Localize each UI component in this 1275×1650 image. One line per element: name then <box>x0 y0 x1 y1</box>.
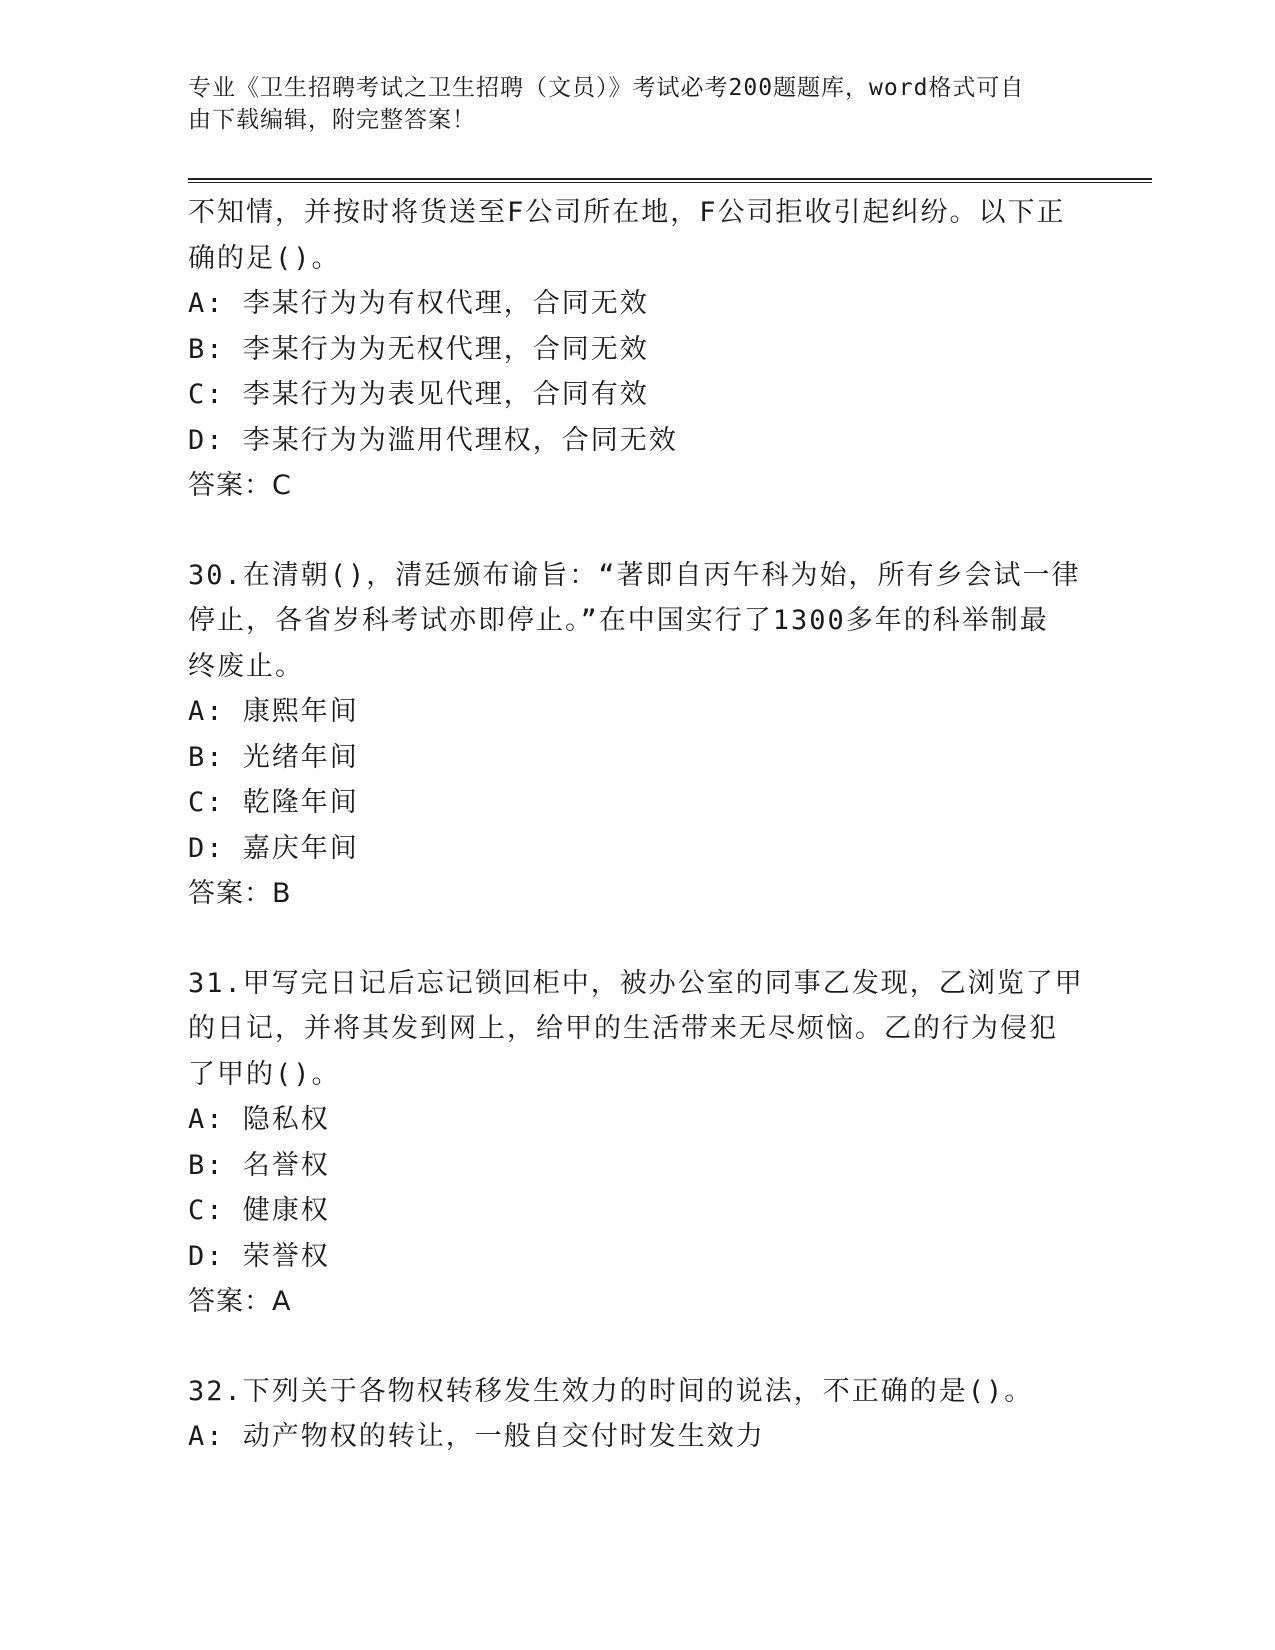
option-c: C: 乾隆年间 <box>188 787 359 818</box>
header-title-line-2: 由下载编辑，附完整答案！ <box>188 107 476 133</box>
document-body <box>188 190 1088 1460</box>
option-b: B: 光绪年间 <box>188 741 359 773</box>
question-stem-line: 不知情，并按时将货送至F公司所在地，F公司拒收引起纠纷。以下正 <box>188 197 1066 228</box>
question-spacer <box>188 509 1088 553</box>
answer-line: 答案：B <box>188 878 292 909</box>
option-a: A: 隐私权 <box>188 1104 330 1135</box>
answer-line: 答案：A <box>188 1286 292 1317</box>
question-stem-line: 终废止。 <box>188 650 304 682</box>
question-stem-line: 停止，各省岁科考试亦即停止。”在中国实行了1300多年的科举制最 <box>188 605 1049 636</box>
answer-line: 答案：C <box>188 470 292 501</box>
option-a: A: 动产物权的转让，一般自交付时发生效力 <box>188 1421 765 1452</box>
question-stem-line: 确的足()。 <box>188 242 341 274</box>
question-spacer <box>188 917 1088 961</box>
question-spacer <box>188 1325 1088 1369</box>
option-a: A: 康熙年间 <box>188 696 359 727</box>
question-stem-line: 31.甲写完日记后忘记锁回柜中，被办公室的同事乙发现，乙浏览了甲 <box>188 967 1084 999</box>
header-divider <box>188 178 1152 183</box>
option-a: A: 李某行为为有权代理，合同无效 <box>188 288 649 319</box>
option-b: B: 名誉权 <box>188 1149 330 1181</box>
question-29 <box>188 190 1088 509</box>
option-d: D: 荣誉权 <box>188 1240 330 1272</box>
question-stem-line: 了甲的()。 <box>188 1058 341 1090</box>
question-stem-line: 的日记，并将其发到网上，给甲的生活带来无尽烦恼。乙的行为侵犯 <box>188 1013 1058 1044</box>
document-header <box>188 72 1088 136</box>
question-30 <box>188 553 1088 917</box>
question-31 <box>188 961 1088 1325</box>
option-d: D: 李某行为为滥用代理权，合同无效 <box>188 424 678 456</box>
header-title-line-1: 专业《卫生招聘考试之卫生招聘（文员）》考试必考200题题库，word格式可自 <box>188 75 1025 101</box>
option-c: C: 健康权 <box>188 1195 330 1226</box>
option-b: B: 李某行为为无权代理，合同无效 <box>188 333 649 365</box>
option-c: C: 李某行为为表见代理，合同有效 <box>188 379 649 410</box>
question-stem-line: 32.下列关于各物权转移发生效力的时间的说法，不正确的是()。 <box>188 1375 1034 1407</box>
option-d: D: 嘉庆年间 <box>188 832 359 864</box>
question-32 <box>188 1369 1088 1460</box>
question-stem-line: 30.在清朝()，清廷颁布谕旨：“著即自丙午科为始，所有乡会试一律 <box>188 559 1081 591</box>
